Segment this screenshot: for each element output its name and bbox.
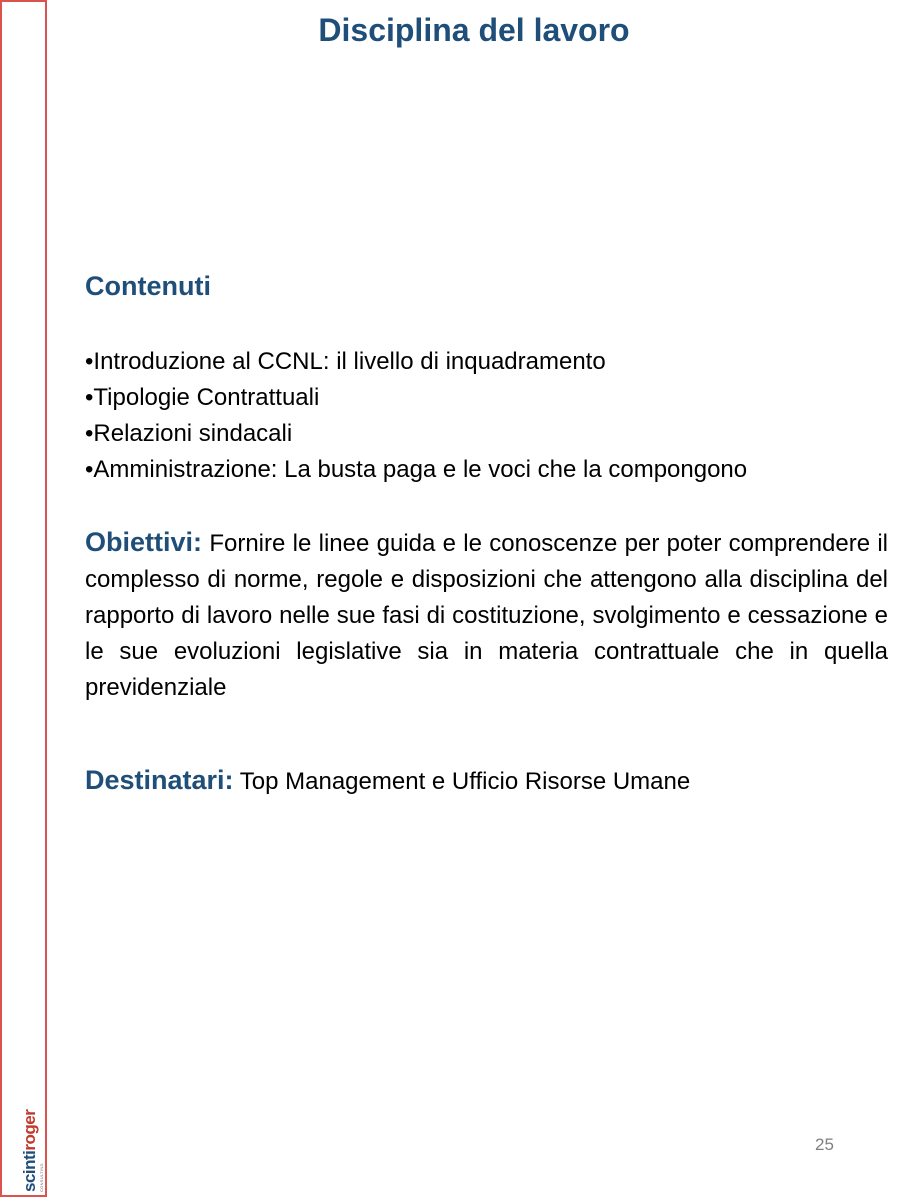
contents-heading: Contenuti — [85, 271, 211, 301]
objectives-label: Obiettivi: — [85, 527, 203, 557]
page-number: 25 — [815, 1135, 834, 1154]
targets-paragraph — [85, 762, 888, 800]
list-item: •Tipologie Contrattuali — [85, 384, 320, 411]
contents-list — [85, 344, 888, 488]
slide-title: Disciplina del lavoro — [318, 12, 630, 48]
objectives-paragraph — [85, 524, 888, 706]
logo-name-part2: roger — [20, 1109, 39, 1151]
list-item: •Relazioni sindacali — [85, 420, 293, 447]
targets-text: Top Management e Ufficio Risorse Umane — [239, 768, 691, 795]
side-frame — [0, 0, 47, 1197]
logo-tagline: CONSULTING — [39, 1163, 44, 1192]
objectives-text: Fornire le linee guida e le conoscenze per poter comprendere il complesso di norme, regole e disposizioni che attengono alla disciplina del rapporto di lavoro nelle sue fasi di costituzione, svolgimento e cessazione e le sue evoluzioni legislative sia in materia contrattuale che in quella previdenziale — [85, 530, 889, 701]
company-logo — [8, 1092, 46, 1192]
list-item: •Introduzione al CCNL: il livello di inquadramento — [85, 348, 606, 375]
targets-label: Destinatari: — [85, 765, 234, 795]
logo-name-part1: scinti — [20, 1150, 39, 1192]
list-item: •Amministrazione: La busta paga e le voci che la compongono — [85, 456, 748, 483]
slide-content — [85, 268, 888, 800]
